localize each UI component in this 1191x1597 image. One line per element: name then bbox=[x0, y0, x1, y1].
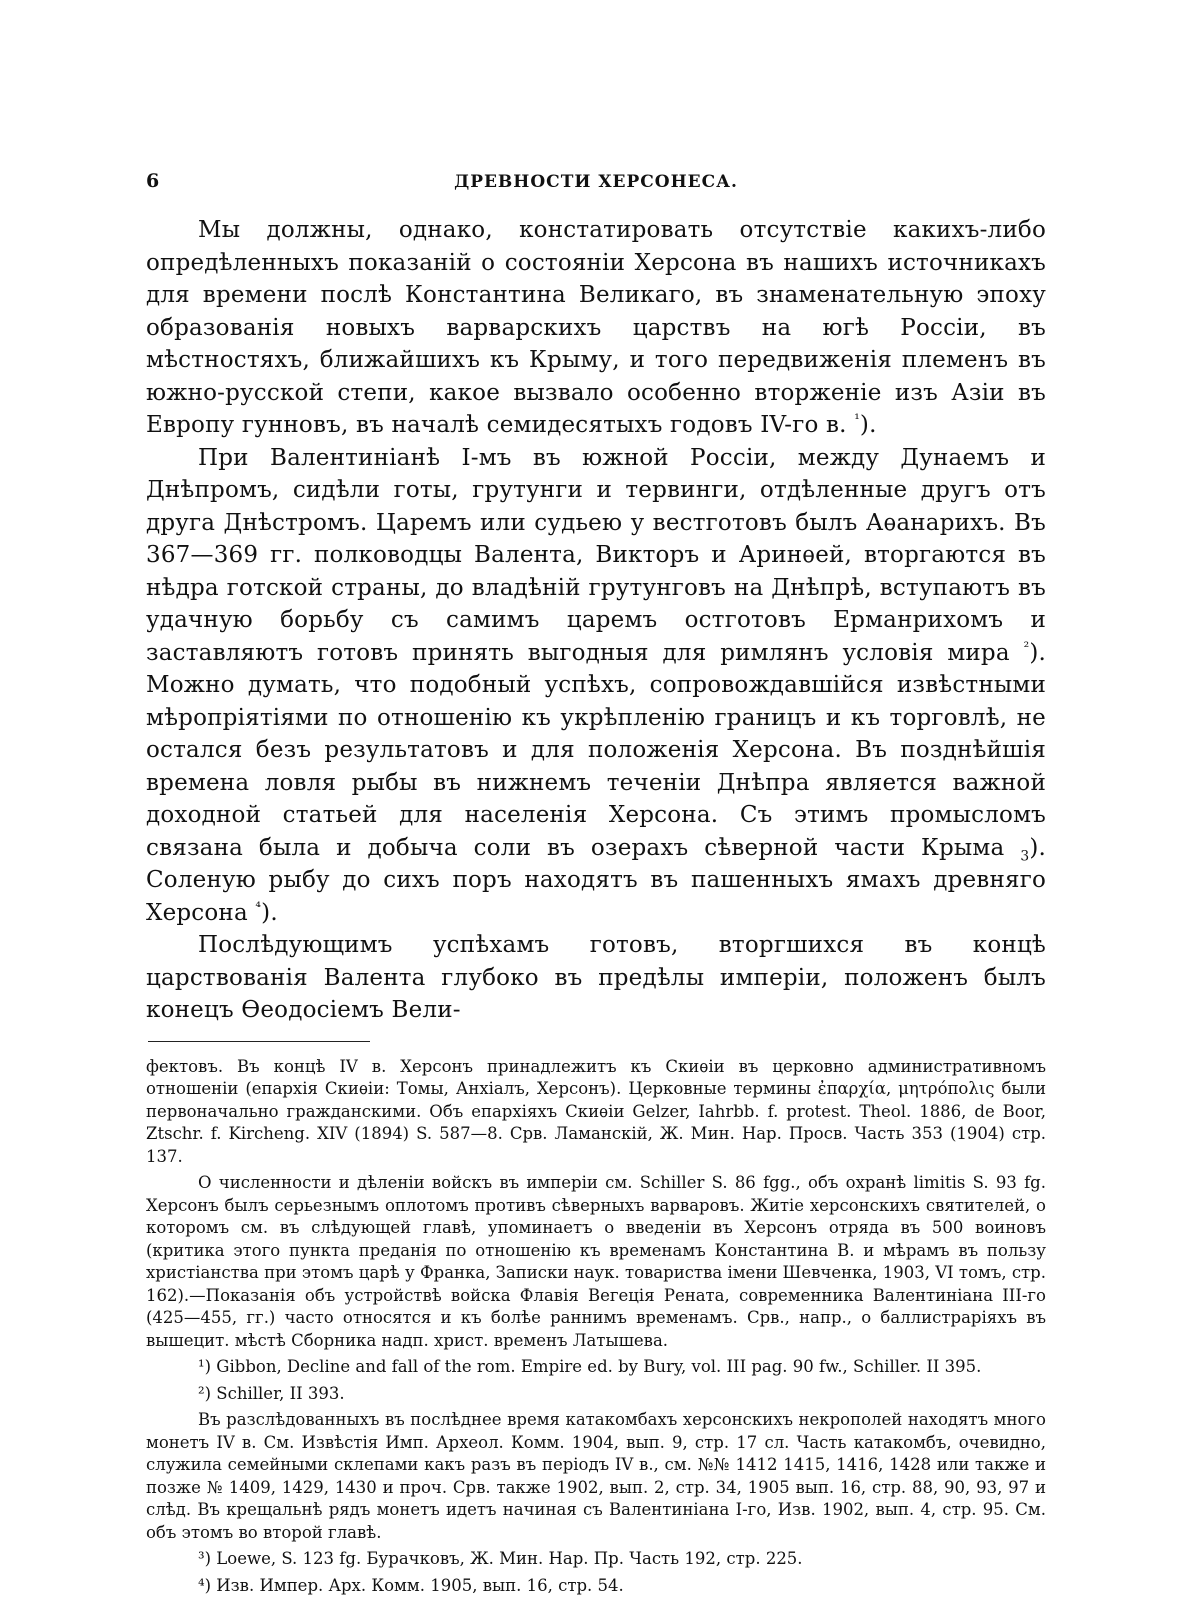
footnote-3: ³) Loewe, S. 123 fg. Бурачковъ, Ж. Мин. Нар. Пр. Часть 192, стр. 225. bbox=[146, 1548, 1046, 1571]
footnote-4: ⁴) Изв. Импер. Арх. Комм. 1905, вып. 16, стр. 54. bbox=[146, 1575, 1046, 1597]
footnote-paragraph-2: Въ разслѣдованныхъ въ послѣднее время катакомбахъ херсонскихъ некрополей находятъ много монетъ IV в. См. Извѣстія Имп. Археол. Комм. 1904, вып. 9, стр. 17 сл. Часть катакомбъ, очевидно, служила семейными склепами какъ разъ въ періодъ IV в., см. №№ 1412 1415, 1416, 1428 или также и позже № 1409, 1429, 1430 и проч. Срв. также 1902, вып. 2, стр. 34, 1905 вып. 16, стр. 88, 90, 93, 97 и слѣд. Въ крещальнѣ рядъ монетъ идетъ начиная съ Валентиніана I-го, Изв. 1902, вып. 4, стр. 95. См. объ этомъ во второй главѣ. bbox=[146, 1409, 1046, 1544]
footnote-ref-2: ² bbox=[1024, 639, 1030, 655]
footnote-ref-4: ⁴ bbox=[255, 899, 261, 915]
footnote-rule bbox=[148, 1041, 370, 1042]
running-head bbox=[146, 170, 1046, 204]
running-title: ДРЕВНОСТИ ХЕРСОНЕСА. bbox=[206, 172, 1046, 192]
paragraph-2-text-a: При Валентиніанѣ I-мъ въ южной Россіи, между Дунаемъ и Днѣпромъ, сидѣли готы, грутунги и тервинги, отдѣленные другъ отъ друга Днѣстромъ. Царемъ или судьею у вестготовъ былъ Аѳанарихъ. Въ 367—369 гг. полководцы Валента, Викторъ и Аринѳей, вторгаются въ нѣдра готской страны, до владѣній грутунговъ на Днѣпрѣ, вступаютъ въ удачную борьбу съ самимъ царемъ остготовъ Ерманрихомъ и заставляютъ готовъ принять выгодныя для римлянъ условія мира bbox=[146, 445, 1046, 666]
footnote-ref-1: ¹ bbox=[854, 411, 860, 427]
paragraph-2 bbox=[146, 442, 1046, 930]
paragraph-2-end: ). bbox=[261, 900, 278, 926]
footnote-continuation: фектовъ. Въ концѣ IV в. Херсонъ принадлежитъ къ Скиѳіи въ церковно административномъ отношеніи (епархія Скиѳіи: Томы, Анхіалъ, Херсонъ). Церковные термины ἐπαρχία, μητρόπολις были первоначально гражданскими. Объ епархіяхъ Скиѳіи Gelzer, Iahrbb. f. protest. Theol. 1886, de Boor, Ztschr. f. Kircheng. XIV (1894) S. 587—8. Срв. Ламанскій, Ж. Мин. Нар. Просв. Часть 353 (1904) стр. 137. bbox=[146, 1056, 1046, 1169]
body-text bbox=[146, 214, 1046, 1027]
paragraph-2-text-c: ). Соленую рыбу до сихъ поръ находятъ въ пашенныхъ ямахъ древняго Херсона bbox=[146, 835, 1046, 926]
footnote-ref-3: 3 bbox=[1020, 848, 1029, 864]
footnote-2: ²) Schiller, II 393. bbox=[146, 1383, 1046, 1406]
paragraph-3: Послѣдующимъ успѣхамъ готовъ, вторгшихся въ концѣ царствованія Валента глубоко въ предѣлы имперіи, положенъ былъ конецъ Ѳеодосіемъ Вели- bbox=[146, 929, 1046, 1027]
paragraph-1-text: Мы должны, однако, констатировать отсутствіе какихъ-либо опредѣленныхъ показаній о состояніи Херсона въ нашихъ источникахъ для времени послѣ Константина Великаго, въ знаменательную эпоху образованія новыхъ варварскихъ царствъ на югѣ Россіи, въ мѣстностяхъ, ближайшихъ къ Крыму, и того передвиженія племенъ въ южно-русской степи, какое вызвало особенно вторженіе изъ Азіи въ Европу гунновъ, въ началѣ семидесятыхъ годовъ IV-го в. bbox=[146, 217, 1046, 438]
paragraph-1 bbox=[146, 214, 1046, 442]
page bbox=[146, 170, 1046, 1597]
footnote-paragraph: О численности и дѣленіи войскъ въ имперіи см. Schiller S. 86 fgg., объ охранѣ limitis S. 93 fg. Херсонъ былъ серьезнымъ оплотомъ противъ сѣверныхъ варваровъ. Житіе херсонскихъ святителей, о которомъ см. въ слѣдующей главѣ, упоминаетъ о введеніи въ Херсонъ отряда въ 500 воиновъ (критика этого пункта преданія по отношенію къ временамъ Константина В. и мѣрамъ въ пользу христіанства при этомъ царѣ у Франка, Записки наук. товариства імени Шевченка, 1903, VI томъ, стр. 162).—Показанія объ устройствѣ войска Флавія Вегеція Рената, современника Валентиніана III-го (425—455, гг.) часто относятся и къ болѣе раннимъ временамъ. Срв., напр., о баллистраріяхъ въ вышецит. мѣстѣ Сборника надп. христ. временъ Латышева. bbox=[146, 1172, 1046, 1352]
paragraph-1-end: ). bbox=[860, 412, 877, 438]
footnotes bbox=[146, 1056, 1046, 1597]
paragraph-2-text-b: ). Можно думать, что подобный успѣхъ, сопровождавшійся извѣстными мѣропріятіями по отношенію къ укрѣпленію границъ и къ торговлѣ, не остался безъ результатовъ и для положенія Херсона. Въ позднѣйшія времена ловля рыбы въ нижнемъ теченіи Днѣпра является важной доходной статьей для населенія Херсона. Съ этимъ промысломъ связана была и добыча соли въ озерахъ сѣверной части Крыма bbox=[146, 640, 1046, 861]
page-number: 6 bbox=[146, 170, 206, 192]
footnote-1: ¹) Gibbon, Decline and fall of the rom. Empire ed. by Bury, vol. III pag. 90 fw., Schiller. II 395. bbox=[146, 1356, 1046, 1379]
